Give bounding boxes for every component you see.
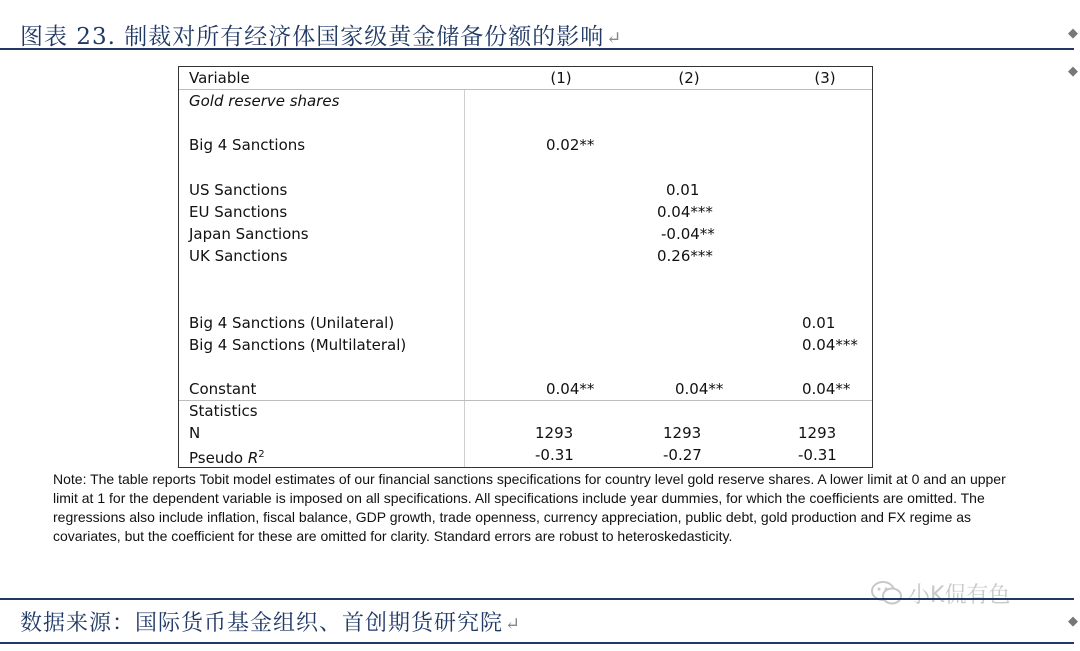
row-label-big4: Big 4 Sanctions: [189, 136, 306, 154]
row-label-japan: Japan Sanctions: [189, 225, 309, 243]
header-rule: [179, 89, 872, 90]
cell-pseudo-c3: -0.31: [798, 446, 837, 464]
margin-marker-icon: ◆: [1068, 26, 1078, 41]
row-label-eu: EU Sanctions: [189, 203, 288, 221]
cell-pseudo-c2: -0.27: [663, 446, 702, 464]
cell-japan-c2: -0.04**: [661, 225, 715, 243]
figure-title: 图表 23. 制裁对所有经济体国家级黄金储备份额的影响 ↵: [20, 24, 623, 50]
watermark: 小K侃有色: [870, 578, 1010, 612]
cell-us-c2: 0.01: [666, 181, 700, 199]
cell-n-c3: 1293: [798, 424, 837, 442]
cell-n-c1: 1293: [535, 424, 574, 442]
row-label-multilateral: Big 4 Sanctions (Multilateral): [189, 336, 407, 354]
cell-constant-c1: 0.04**: [546, 380, 595, 398]
row-label-us: US Sanctions: [189, 181, 288, 199]
cell-constant-c3: 0.04**: [802, 380, 851, 398]
cell-n-c2: 1293: [663, 424, 702, 442]
paragraph-mark-icon: ↵: [505, 614, 522, 635]
source-text: 数据来源：国际货币基金组织、首创期货研究院 ↵: [20, 611, 522, 636]
column-header-1: (1): [550, 69, 572, 87]
cell-big4-c1: 0.02**: [546, 136, 595, 154]
cell-pseudo-c1: -0.31: [535, 446, 574, 464]
figure-title-bar: [0, 14, 1074, 50]
regression-table: [178, 66, 873, 468]
cell-uk-c2: 0.26***: [657, 247, 713, 265]
cell-eu-c2: 0.04***: [657, 203, 713, 221]
row-label-statistics: Statistics: [189, 402, 258, 420]
column-header-variable: Variable: [189, 69, 250, 87]
source-bar: [0, 598, 1074, 644]
column-header-3: (3): [814, 69, 836, 87]
row-label-pseudo-r2: Pseudo $R^2$: [189, 449, 265, 467]
section-label: Gold reserve shares: [189, 92, 340, 110]
column-divider: [464, 89, 465, 467]
table-note: Note: The table reports Tobit model estimates of our financial sanctions specifications for country level gold reserve shares. A lower limit at 0 and an upper limit at 1 for the dependent variable is imposed on all specifications. All specifications include year dummies, for which the coefficients are omitted. The regressions also include inflation, fiscal balance, GDP growth, trade openness, currency appreciation, public debt, gold production and FX regime as covariates, but the coefficient for these are omitted for clarity. Standard errors are robust to heteroskedasticity.: [53, 471, 1006, 544]
margin-marker-icon: ◆: [1068, 614, 1078, 629]
row-label-constant: Constant: [189, 380, 257, 398]
row-label-unilateral: Big 4 Sanctions (Unilateral): [189, 314, 395, 332]
row-label-uk: UK Sanctions: [189, 247, 288, 265]
row-label-n: N: [189, 424, 201, 442]
cell-multilateral-c3: 0.04***: [802, 336, 858, 354]
column-header-2: (2): [678, 69, 700, 87]
margin-marker-icon: ◆: [1068, 64, 1078, 79]
cell-constant-c2: 0.04**: [675, 380, 724, 398]
paragraph-mark-icon: ↵: [606, 28, 623, 49]
statistics-rule: [179, 400, 872, 401]
cell-unilateral-c3: 0.01: [802, 314, 836, 332]
